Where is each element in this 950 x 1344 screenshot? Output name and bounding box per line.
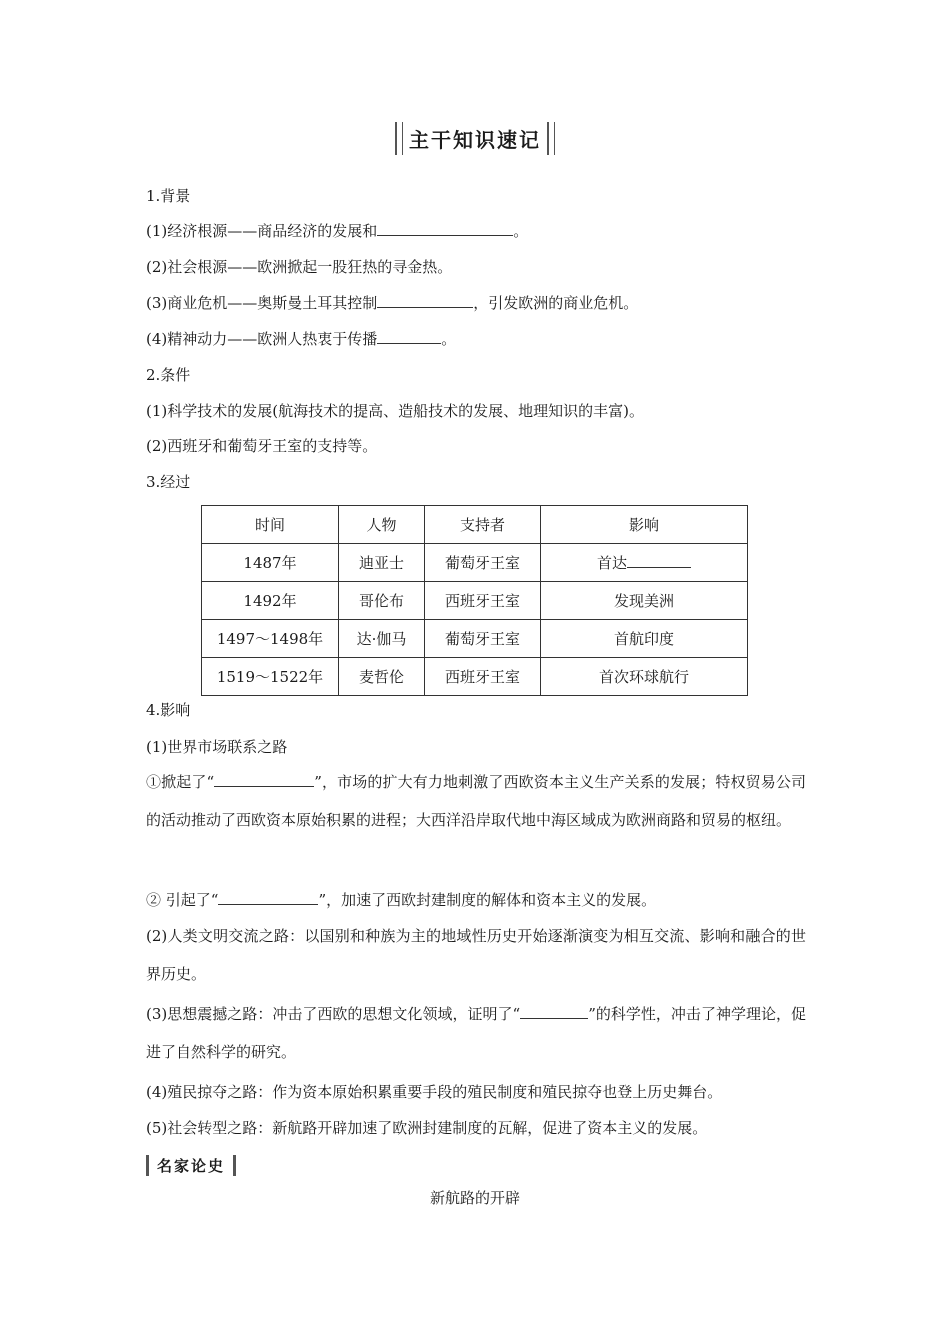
column-header: 时间 — [202, 506, 339, 544]
subtitle: 新航路的开辟 — [429, 1189, 520, 1207]
impact-sub-1: (1)世界市场联系之路 — [146, 738, 288, 756]
fill-blank[interactable] — [377, 329, 441, 344]
table-cell: 葡萄牙王室 — [425, 620, 541, 658]
table-cell: 首达 — [541, 544, 748, 582]
section-heading-conditions: 2.条件 — [146, 366, 191, 384]
voyages-table — [201, 505, 748, 696]
column-header: 人物 — [339, 506, 425, 544]
table-cell: 达·伽马 — [339, 620, 425, 658]
column-header: 影响 — [541, 506, 748, 544]
table-cell: 首航印度 — [541, 620, 748, 658]
column-header: 支持者 — [425, 506, 541, 544]
table-cell: 首次环球航行 — [541, 658, 748, 696]
background-item-1: (1)经济根源——商品经济的发展和 。 — [146, 222, 529, 240]
table-row — [202, 544, 748, 582]
impact-paragraph-3: (2)人类文明交流之路：以国别和种族为主的地域性历史开始逐渐演变为相互交流、影响和融合的世界历史。 — [146, 927, 806, 983]
fill-blank[interactable] — [377, 293, 473, 308]
table-cell: 1497～1498年 — [202, 620, 339, 658]
table-cell: 西班牙王室 — [425, 582, 541, 620]
title-block — [0, 122, 950, 155]
table-cell: 葡萄牙王室 — [425, 544, 541, 582]
table-cell: 发现美洲 — [541, 582, 748, 620]
table-cell: 1519～1522年 — [202, 658, 339, 696]
section-heading-background: 1.背景 — [146, 187, 191, 205]
section-tag: 名家论史 — [146, 1155, 236, 1176]
table-row — [202, 658, 748, 696]
page-title: 主干知识速记 — [395, 122, 555, 155]
background-item-2: (2)社会根源——欧洲掀起一股狂热的寻金热。 — [146, 258, 453, 276]
condition-item-1: (1)科学技术的发展(航海技术的提高、造船技术的发展、地理知识的丰富)。 — [146, 402, 644, 420]
table-cell: 1487年 — [202, 544, 339, 582]
impact-paragraph-4: (3)思想震撼之路：冲击了西欧的思想文化领域，证明了“ ”的科学性，冲击了神学理论，促进了自然科学的研究。 — [146, 1005, 807, 1061]
impact-paragraph-6: (5)社会转型之路：新航路开辟加速了欧洲封建制度的瓦解，促进了资本主义的发展。 — [146, 1119, 708, 1137]
section-heading-process: 3.经过 — [146, 473, 191, 491]
fill-blank[interactable] — [627, 553, 691, 568]
background-item-3: (3)商业危机——奥斯曼土耳其控制 ，引发欧洲的商业危机。 — [146, 294, 639, 312]
section-heading-impact: 4.影响 — [146, 701, 191, 719]
impact-paragraph-2: ② 引起了“ ”，加速了西欧封建制度的解体和资本主义的发展。 — [146, 891, 657, 909]
fill-blank[interactable] — [218, 890, 318, 905]
fill-blank[interactable] — [377, 221, 513, 236]
table-cell: 西班牙王室 — [425, 658, 541, 696]
impact-paragraph-5: (4)殖民掠夺之路：作为资本原始积累重要手段的殖民制度和殖民掠夺也登上历史舞台。 — [146, 1083, 723, 1101]
table-cell: 哥伦布 — [339, 582, 425, 620]
condition-item-2: (2)西班牙和葡萄牙王室的支持等。 — [146, 437, 378, 455]
impact-paragraph-1: ①掀起了“ ”，市场的扩大有力地刺激了西欧资本主义生产关系的发展；特权贸易公司的活动推动了西欧资本原始积累的进程；大西洋沿岸取代地中海区域成为欧洲商路和贸易的枢纽。 — [146, 773, 806, 829]
table-row — [202, 582, 748, 620]
fill-blank[interactable] — [520, 1004, 588, 1019]
table-cell: 迪亚士 — [339, 544, 425, 582]
table-header-row — [202, 506, 748, 544]
table-cell: 1492年 — [202, 582, 339, 620]
table-cell: 麦哲伦 — [339, 658, 425, 696]
background-item-4: (4)精神动力——欧洲人热衷于传播 。 — [146, 330, 457, 348]
table-row — [202, 620, 748, 658]
fill-blank[interactable] — [214, 772, 314, 787]
